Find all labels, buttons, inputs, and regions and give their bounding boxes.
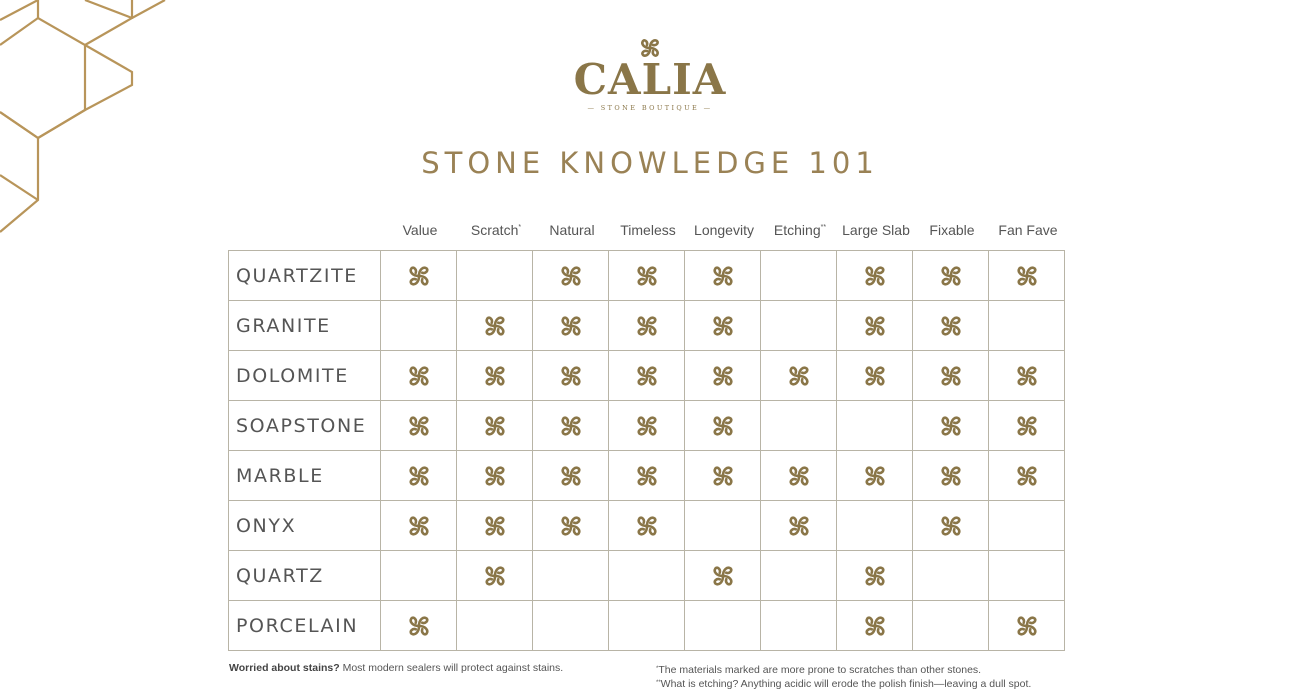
table-cell bbox=[533, 501, 609, 551]
table-cell bbox=[457, 251, 533, 301]
table-cell bbox=[609, 451, 685, 501]
etching-footnote bbox=[656, 677, 1031, 691]
table-cell bbox=[837, 401, 913, 451]
table-cell bbox=[913, 501, 989, 551]
stone-name: SOAPSTONE bbox=[229, 401, 381, 451]
hexagon-pattern-decoration bbox=[0, 0, 170, 240]
calia-swirl-icon bbox=[786, 517, 812, 534]
table-cell bbox=[989, 601, 1065, 651]
table-cell bbox=[685, 601, 761, 651]
table-row bbox=[229, 501, 1065, 551]
brand-logo bbox=[550, 36, 750, 112]
etching-footnote-mark: ** bbox=[656, 680, 661, 686]
table-cell bbox=[837, 351, 913, 401]
calia-swirl-icon bbox=[634, 317, 660, 334]
column-header-label: Natural bbox=[549, 222, 595, 238]
column-header-label: Longevity bbox=[694, 222, 754, 238]
calia-swirl-icon bbox=[634, 517, 660, 534]
table-cell bbox=[457, 501, 533, 551]
table-row bbox=[229, 601, 1065, 651]
table-cell bbox=[381, 451, 457, 501]
table-cell bbox=[381, 501, 457, 551]
table-cell bbox=[381, 251, 457, 301]
calia-swirl-icon bbox=[558, 467, 584, 484]
calia-swirl-icon bbox=[710, 417, 736, 434]
stone-name: GRANITE bbox=[229, 301, 381, 351]
table-row bbox=[229, 451, 1065, 501]
table-cell bbox=[457, 301, 533, 351]
table-cell bbox=[913, 451, 989, 501]
stone-name: DOLOMITE bbox=[229, 351, 381, 401]
calia-swirl-icon bbox=[862, 267, 888, 284]
column-header bbox=[610, 222, 686, 238]
table-cell bbox=[989, 401, 1065, 451]
calia-swirl-icon bbox=[938, 267, 964, 284]
table-cell bbox=[685, 451, 761, 501]
table-cell bbox=[457, 351, 533, 401]
table-cell bbox=[913, 601, 989, 651]
table-cell bbox=[837, 301, 913, 351]
calia-swirl-icon bbox=[558, 267, 584, 284]
calia-swirl-icon bbox=[406, 367, 432, 384]
column-header bbox=[686, 222, 762, 238]
stone-name: QUARTZITE bbox=[229, 251, 381, 301]
calia-swirl-icon bbox=[558, 417, 584, 434]
table-cell bbox=[609, 551, 685, 601]
table-row bbox=[229, 251, 1065, 301]
table-row bbox=[229, 301, 1065, 351]
stone-name: MARBLE bbox=[229, 451, 381, 501]
calia-swirl-icon bbox=[786, 367, 812, 384]
calia-swirl-icon bbox=[938, 317, 964, 334]
table-cell bbox=[609, 301, 685, 351]
column-header bbox=[838, 222, 914, 238]
column-header-label: Etching bbox=[773, 222, 821, 238]
calia-swirl-icon bbox=[710, 367, 736, 384]
scratch-footnote-text: The materials marked are more prone to scratches than other stones. bbox=[658, 664, 982, 676]
calia-swirl-icon bbox=[710, 467, 736, 484]
calia-swirl-icon bbox=[1014, 617, 1040, 634]
marker-footnotes bbox=[656, 663, 1031, 691]
column-header-label: Scratch bbox=[470, 222, 519, 238]
calia-swirl-icon bbox=[938, 367, 964, 384]
table-cell bbox=[533, 351, 609, 401]
stains-footnote-text: Most modern sealers will protect against stains. bbox=[339, 662, 564, 674]
calia-swirl-icon bbox=[710, 567, 736, 584]
table-cell bbox=[989, 551, 1065, 601]
stone-name: ONYX bbox=[229, 501, 381, 551]
table-cell bbox=[533, 301, 609, 351]
table-cell bbox=[837, 501, 913, 551]
table-cell bbox=[913, 251, 989, 301]
table-cell bbox=[837, 601, 913, 651]
table-cell bbox=[685, 351, 761, 401]
calia-swirl-icon bbox=[482, 517, 508, 534]
table-cell bbox=[609, 501, 685, 551]
calia-swirl-icon bbox=[1014, 417, 1040, 434]
column-header-label: Value bbox=[402, 222, 438, 238]
table-row bbox=[229, 551, 1065, 601]
calia-swirl-icon bbox=[634, 367, 660, 384]
table-cell bbox=[837, 451, 913, 501]
calia-swirl-icon bbox=[938, 417, 964, 434]
scratch-footnote bbox=[656, 663, 1031, 677]
column-header bbox=[990, 222, 1066, 238]
calia-swirl-icon bbox=[1014, 267, 1040, 284]
calia-swirl-icon bbox=[862, 617, 888, 634]
stone-comparison-table bbox=[228, 250, 1065, 651]
calia-swirl-icon bbox=[634, 417, 660, 434]
column-header bbox=[534, 222, 610, 238]
calia-swirl-icon bbox=[482, 467, 508, 484]
calia-swirl-icon bbox=[558, 367, 584, 384]
calia-swirl-icon bbox=[406, 417, 432, 434]
table-cell bbox=[457, 601, 533, 651]
table-cell bbox=[609, 251, 685, 301]
calia-swirl-icon bbox=[1014, 467, 1040, 484]
table-cell bbox=[989, 351, 1065, 401]
stains-footnote-bold: Worried about stains? bbox=[229, 662, 340, 674]
table-cell bbox=[989, 301, 1065, 351]
table-cell bbox=[609, 601, 685, 651]
calia-swirl-icon bbox=[862, 567, 888, 584]
column-header bbox=[914, 222, 990, 238]
table-cell bbox=[381, 401, 457, 451]
calia-swirl-icon bbox=[634, 267, 660, 284]
stains-footnote bbox=[229, 662, 563, 674]
calia-swirl-icon bbox=[406, 467, 432, 484]
table-cell bbox=[761, 351, 837, 401]
table-cell bbox=[381, 351, 457, 401]
column-header bbox=[458, 222, 534, 238]
table-cell bbox=[609, 351, 685, 401]
table-cell bbox=[913, 551, 989, 601]
column-header-label: Timeless bbox=[620, 222, 676, 238]
calia-swirl-icon bbox=[482, 367, 508, 384]
column-header bbox=[382, 222, 458, 238]
calia-swirl-icon bbox=[938, 467, 964, 484]
table-cell bbox=[457, 451, 533, 501]
table-cell bbox=[533, 551, 609, 601]
brand-tagline: — STONE BOUTIQUE — bbox=[587, 104, 713, 112]
table-cell bbox=[685, 401, 761, 451]
table-cell bbox=[457, 401, 533, 451]
table-cell bbox=[609, 401, 685, 451]
calia-swirl-icon bbox=[406, 517, 432, 534]
etching-footnote-text: What is etching? Anything acidic will erode the polish finish—leaving a dull spot. bbox=[660, 678, 1032, 690]
brand-name: CALIA bbox=[573, 55, 727, 104]
table-cell bbox=[989, 451, 1065, 501]
column-header-label: Fixable bbox=[929, 222, 975, 238]
table-cell bbox=[381, 601, 457, 651]
column-header-label: Fan Fave bbox=[998, 222, 1058, 238]
table-cell bbox=[533, 401, 609, 451]
table-cell bbox=[761, 401, 837, 451]
stone-name: QUARTZ bbox=[229, 551, 381, 601]
calia-swirl-icon bbox=[938, 517, 964, 534]
column-header-footnote-mark: * bbox=[518, 224, 522, 231]
calia-swirl-icon bbox=[862, 467, 888, 484]
table-cell bbox=[457, 551, 533, 601]
table-cell bbox=[381, 551, 457, 601]
calia-swirl-icon bbox=[862, 317, 888, 334]
column-header-footnote-mark: ** bbox=[820, 224, 827, 231]
table-cell bbox=[913, 301, 989, 351]
table-cell bbox=[533, 251, 609, 301]
table-cell bbox=[685, 551, 761, 601]
calia-swirl-icon bbox=[482, 317, 508, 334]
table-cell bbox=[913, 401, 989, 451]
calia-swirl-icon bbox=[558, 517, 584, 534]
calia-swirl-icon bbox=[786, 467, 812, 484]
table-cell bbox=[989, 501, 1065, 551]
table-cell bbox=[761, 501, 837, 551]
table-cell bbox=[685, 301, 761, 351]
column-header-label: Large Slab bbox=[842, 222, 910, 238]
table-cell bbox=[533, 601, 609, 651]
table-cell bbox=[685, 501, 761, 551]
calia-swirl-icon bbox=[710, 267, 736, 284]
calia-swirl-icon bbox=[558, 317, 584, 334]
table-row bbox=[229, 401, 1065, 451]
table-cell bbox=[761, 451, 837, 501]
table-cell bbox=[381, 301, 457, 351]
calia-swirl-icon bbox=[862, 367, 888, 384]
calia-swirl-icon bbox=[634, 467, 660, 484]
table-cell bbox=[761, 301, 837, 351]
table-cell bbox=[837, 251, 913, 301]
column-header bbox=[762, 222, 838, 238]
calia-swirl-icon bbox=[406, 267, 432, 284]
table-cell bbox=[761, 551, 837, 601]
table-cell bbox=[989, 251, 1065, 301]
calia-swirl-icon bbox=[406, 617, 432, 634]
table-cell bbox=[685, 251, 761, 301]
stone-name: PORCELAIN bbox=[229, 601, 381, 651]
table-cell bbox=[533, 451, 609, 501]
table-cell bbox=[913, 351, 989, 401]
scratch-footnote-mark: * bbox=[656, 666, 659, 672]
calia-swirl-icon bbox=[482, 417, 508, 434]
page-title: STONE KNOWLEDGE 101 bbox=[421, 146, 879, 180]
table-cell bbox=[761, 601, 837, 651]
table-cell bbox=[837, 551, 913, 601]
calia-swirl-icon bbox=[1014, 367, 1040, 384]
calia-swirl-icon bbox=[710, 317, 736, 334]
table-cell bbox=[761, 251, 837, 301]
calia-swirl-icon bbox=[482, 567, 508, 584]
table-row bbox=[229, 351, 1065, 401]
